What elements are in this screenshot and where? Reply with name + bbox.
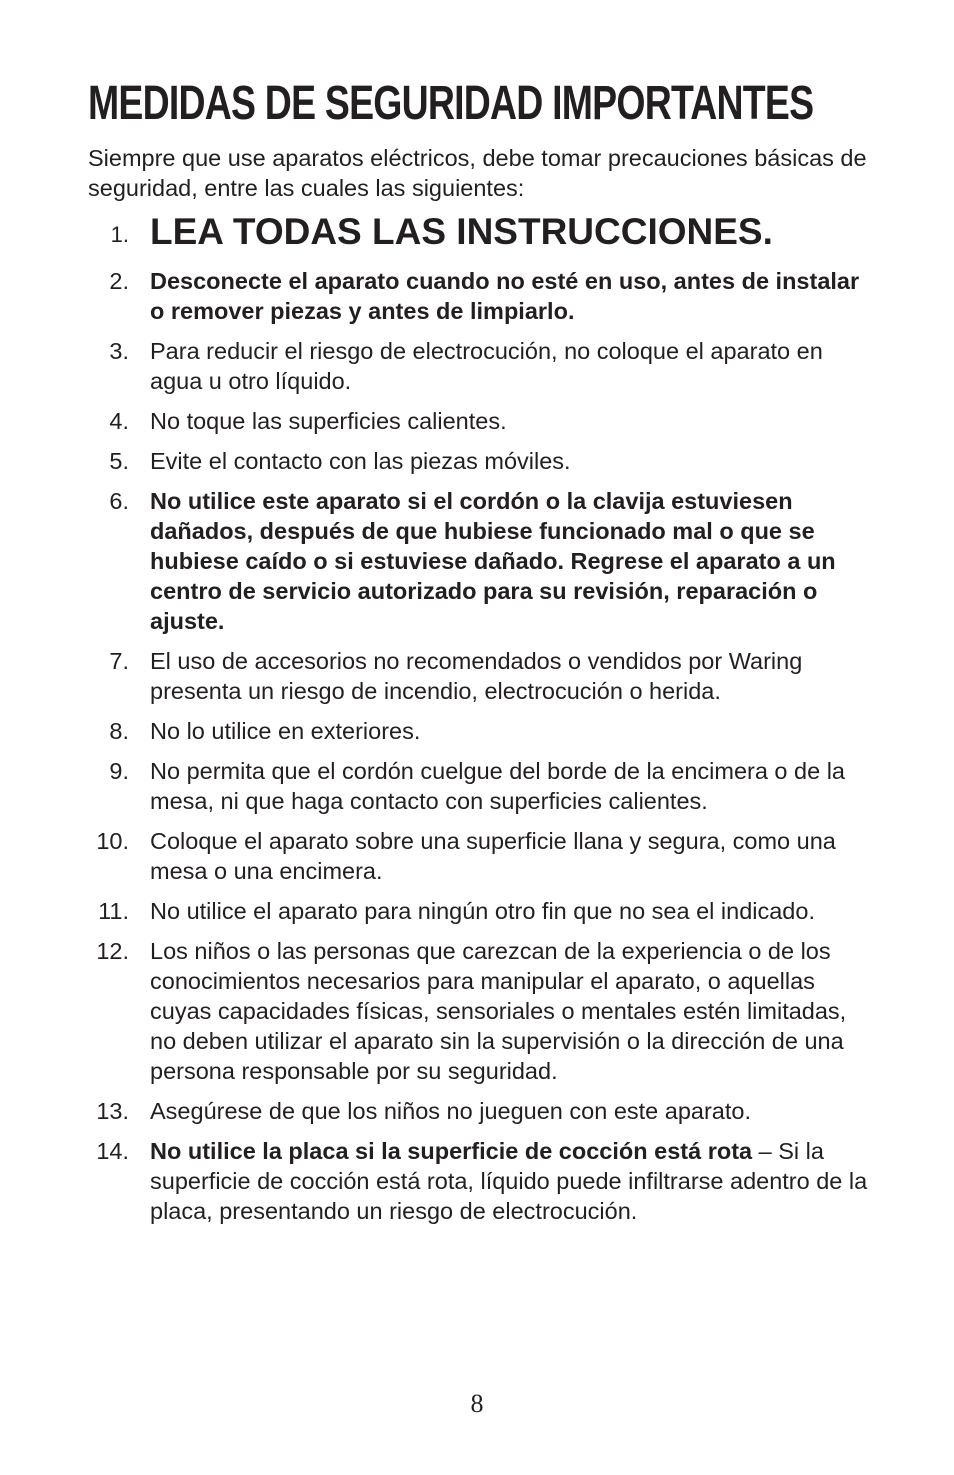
item-text: No utilice el aparato para ningún otro fin que no sea el indicado. bbox=[150, 898, 815, 924]
item-number: 13. bbox=[96, 1098, 129, 1124]
list-item bbox=[88, 756, 878, 816]
item-number: 12. bbox=[96, 938, 129, 964]
list-item bbox=[88, 1136, 878, 1226]
item-text: LEA TODAS LAS INSTRUCCIONES. bbox=[150, 211, 773, 252]
list-item bbox=[88, 266, 878, 326]
page-title: MEDIDAS DE SEGURIDAD IMPORTANTES bbox=[88, 77, 814, 130]
list-item bbox=[88, 208, 878, 256]
item-number: 3. bbox=[109, 338, 129, 364]
page-number: 8 bbox=[470, 1389, 484, 1418]
list-item bbox=[88, 486, 878, 636]
item-number: 9. bbox=[109, 758, 129, 784]
list-item bbox=[88, 1096, 878, 1126]
item-text: Desconecte el aparato cuando no esté en uso, antes de instalar o remover piezas y antes de limpiarlo. bbox=[150, 268, 860, 324]
list-item bbox=[88, 446, 878, 476]
item-bold-text: No utilice la placa si la superficie de cocción está rota bbox=[150, 1138, 753, 1164]
item-text: Los niños o las personas que carezcan de la experiencia o de los conocimientos necesarios para manipular el aparato, o aquellas cuyas capacidades físicas, sensoriales o mentales estén limitadas, no deben utilizar el aparato sin la supervisión o la dirección de una persona responsable por su seguridad. bbox=[150, 938, 847, 1084]
item-text: No utilice este aparato si el cordón o la clavija estuviesen dañados, después de que hubiese funcionado mal o que se hubiese caído o si estuviese dañado. Regrese el aparato a un centro de servicio autorizado para su revisión, reparación o ajuste. bbox=[150, 488, 836, 634]
list-item bbox=[88, 646, 878, 706]
safety-list bbox=[88, 208, 878, 1236]
item-text: Evite el contacto con las piezas móviles. bbox=[150, 448, 571, 474]
item-number: 7. bbox=[109, 648, 129, 674]
list-item bbox=[88, 896, 878, 926]
item-text: Asegúrese de que los niños no jueguen con este aparato. bbox=[150, 1098, 751, 1124]
item-number: 2. bbox=[109, 268, 129, 294]
item-text: No permita que el cordón cuelgue del borde de la encimera o de la mesa, ni que haga contacto con superficies calientes. bbox=[150, 758, 845, 814]
intro-paragraph: Siempre que use aparatos eléctricos, debe tomar precauciones básicas de seguridad, entre las cuales las siguientes: bbox=[88, 145, 867, 201]
item-text: No toque las superficies calientes. bbox=[150, 408, 507, 434]
item-number: 10. bbox=[96, 828, 129, 854]
list-item bbox=[88, 336, 878, 396]
item-number: 8. bbox=[109, 718, 129, 744]
list-item bbox=[88, 826, 878, 886]
item-number: 1. bbox=[110, 222, 129, 247]
item-text: No lo utilice en exteriores. bbox=[150, 718, 421, 744]
list-item bbox=[88, 406, 878, 436]
item-number: 6. bbox=[109, 488, 129, 514]
item-number: 4. bbox=[109, 408, 129, 434]
item-number: 5. bbox=[109, 448, 129, 474]
item-text: El uso de accesorios no recomendados o vendidos por Waring presenta un riesgo de incendio, electrocución o herida. bbox=[150, 648, 803, 704]
item-number: 11. bbox=[98, 898, 129, 924]
item-text: Coloque el aparato sobre una superficie llana y segura, como una mesa o una encimera. bbox=[150, 828, 836, 884]
item-number: 14. bbox=[96, 1138, 129, 1164]
list-item bbox=[88, 936, 878, 1086]
list-item bbox=[88, 716, 878, 746]
item-text: Para reducir el riesgo de electrocución, no coloque el aparato en agua u otro líquido. bbox=[150, 338, 823, 394]
item-text: – Si la superficie de cocción está rota, líquido puede infiltrarse adentro de la placa, presentando un riesgo de electrocución. bbox=[150, 1138, 868, 1224]
